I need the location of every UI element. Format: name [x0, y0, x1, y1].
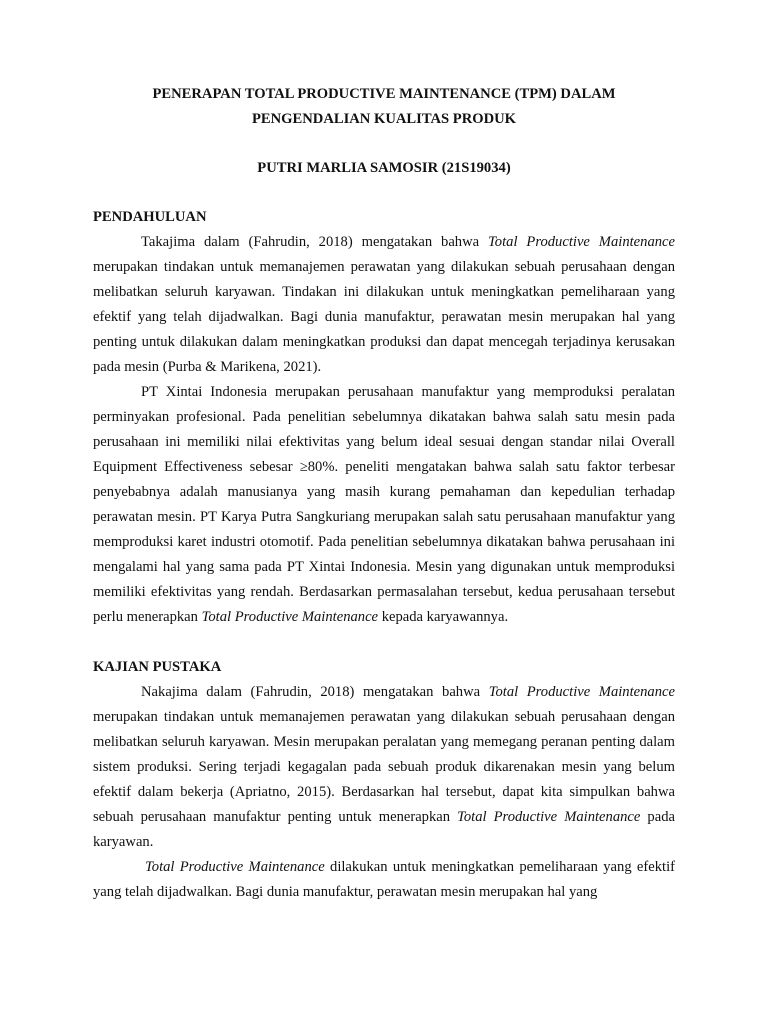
italic-term: Total Productive Maintenance — [457, 809, 641, 825]
text-run: Takajima dalam (Fahrudin, 2018) mengatakan bahwa — [141, 234, 489, 250]
italic-term: Total Productive Maintenance — [201, 609, 379, 625]
paragraph-kajian-1 — [93, 680, 675, 855]
section-heading-kajian-pustaka: KAJIAN PUSTAKA — [93, 659, 222, 675]
text-run: merupakan tindakan untuk memanajemen perawatan yang dilakukan sebuah perusahaan dengan melibatkan seluruh karyawan. Tindakan ini dilakukan untuk meningkatkan pemeliharaan yang efektif yang telah dijadwalkan. Bagi dunia manufaktur, perawatan mesin merupakan hal yang penting untuk dilakukan dalam meningkatkan produksi dan dapat mencegah terjadinya kerusakan pada mesin (Purba & Marikena, 2021). — [93, 259, 675, 375]
text-run: kepada karyawannya. — [378, 609, 509, 625]
text-run: merupakan tindakan untuk memanajemen perawatan yang dilakukan sebuah perusahaan dengan melibatkan seluruh karyawan. Mesin merupakan peralatan yang memegang peranan penting dalam sistem produksi. Sering terjadi kegagalan pada sebuah produk dikarenakan mesin yang belum efektif dalam bekerja (Apriatno, 2015). Berdasarkan hal tersebut, dapat kita simpulkan bahwa sebuah perusahaan manufaktur penting untuk menerapkan — [93, 709, 675, 825]
document-title — [93, 82, 675, 132]
title-line-2: PENGENDALIAN KUALITAS PRODUK — [251, 111, 517, 127]
paragraph-pendahuluan-2 — [93, 380, 675, 630]
title-line-1: PENERAPAN TOTAL PRODUCTIVE MAINTENANCE (TPM) DALAM — [152, 86, 616, 102]
author-name: PUTRI MARLIA SAMOSIR (21S19034) — [257, 160, 511, 176]
text-run: PT Xintai Indonesia merupakan perusahaan manufaktur yang memproduksi peralatan perminyakan profesional. Pada penelitian sebelumnya dikatakan bahwa salah satu mesin pada perusahaan ini memiliki nilai efektivitas yang belum ideal sesuai dengan standar nilai Overall Equipment Effectiveness sebesar ≥80%. peneliti mengatakan bahwa salah satu faktor terbesar penyebabnya adalah manusianya yang masih kurang pemahaman dan kepedulian terhadap perawatan mesin. PT Karya Putra Sangkuriang merupakan salah satu perusahaan manufaktur yang memproduksi karet industri otomotif. Pada penelitian sebelumnya dikatakan bahwa perusahaan ini mengalami hal yang sama pada PT Xintai Indonesia. Mesin yang digunakan untuk memproduksi memiliki efektivitas yang rendah. Berdasarkan permasalahan tersebut, kedua perusahaan tersebut perlu menerapkan — [93, 384, 675, 625]
section-heading-pendahuluan: PENDAHULUAN — [93, 209, 207, 225]
paragraph-kajian-2 — [93, 855, 675, 905]
document-page — [93, 82, 675, 905]
text-run: Nakajima dalam (Fahrudin, 2018) mengatakan bahwa — [141, 684, 489, 700]
italic-term: Total Productive Maintenance — [145, 859, 325, 875]
text-run: pada karyawan. — [93, 809, 675, 850]
paragraph-pendahuluan-1 — [93, 230, 675, 380]
italic-term: Total Productive Maintenance — [488, 684, 675, 700]
italic-term: Total Productive Maintenance — [488, 234, 675, 250]
text-run: dilakukan untuk meningkatkan pemeliharaan yang efektif yang telah dijadwalkan. Bagi dunia manufaktur, perawatan mesin merupakan hal yang — [93, 859, 675, 900]
